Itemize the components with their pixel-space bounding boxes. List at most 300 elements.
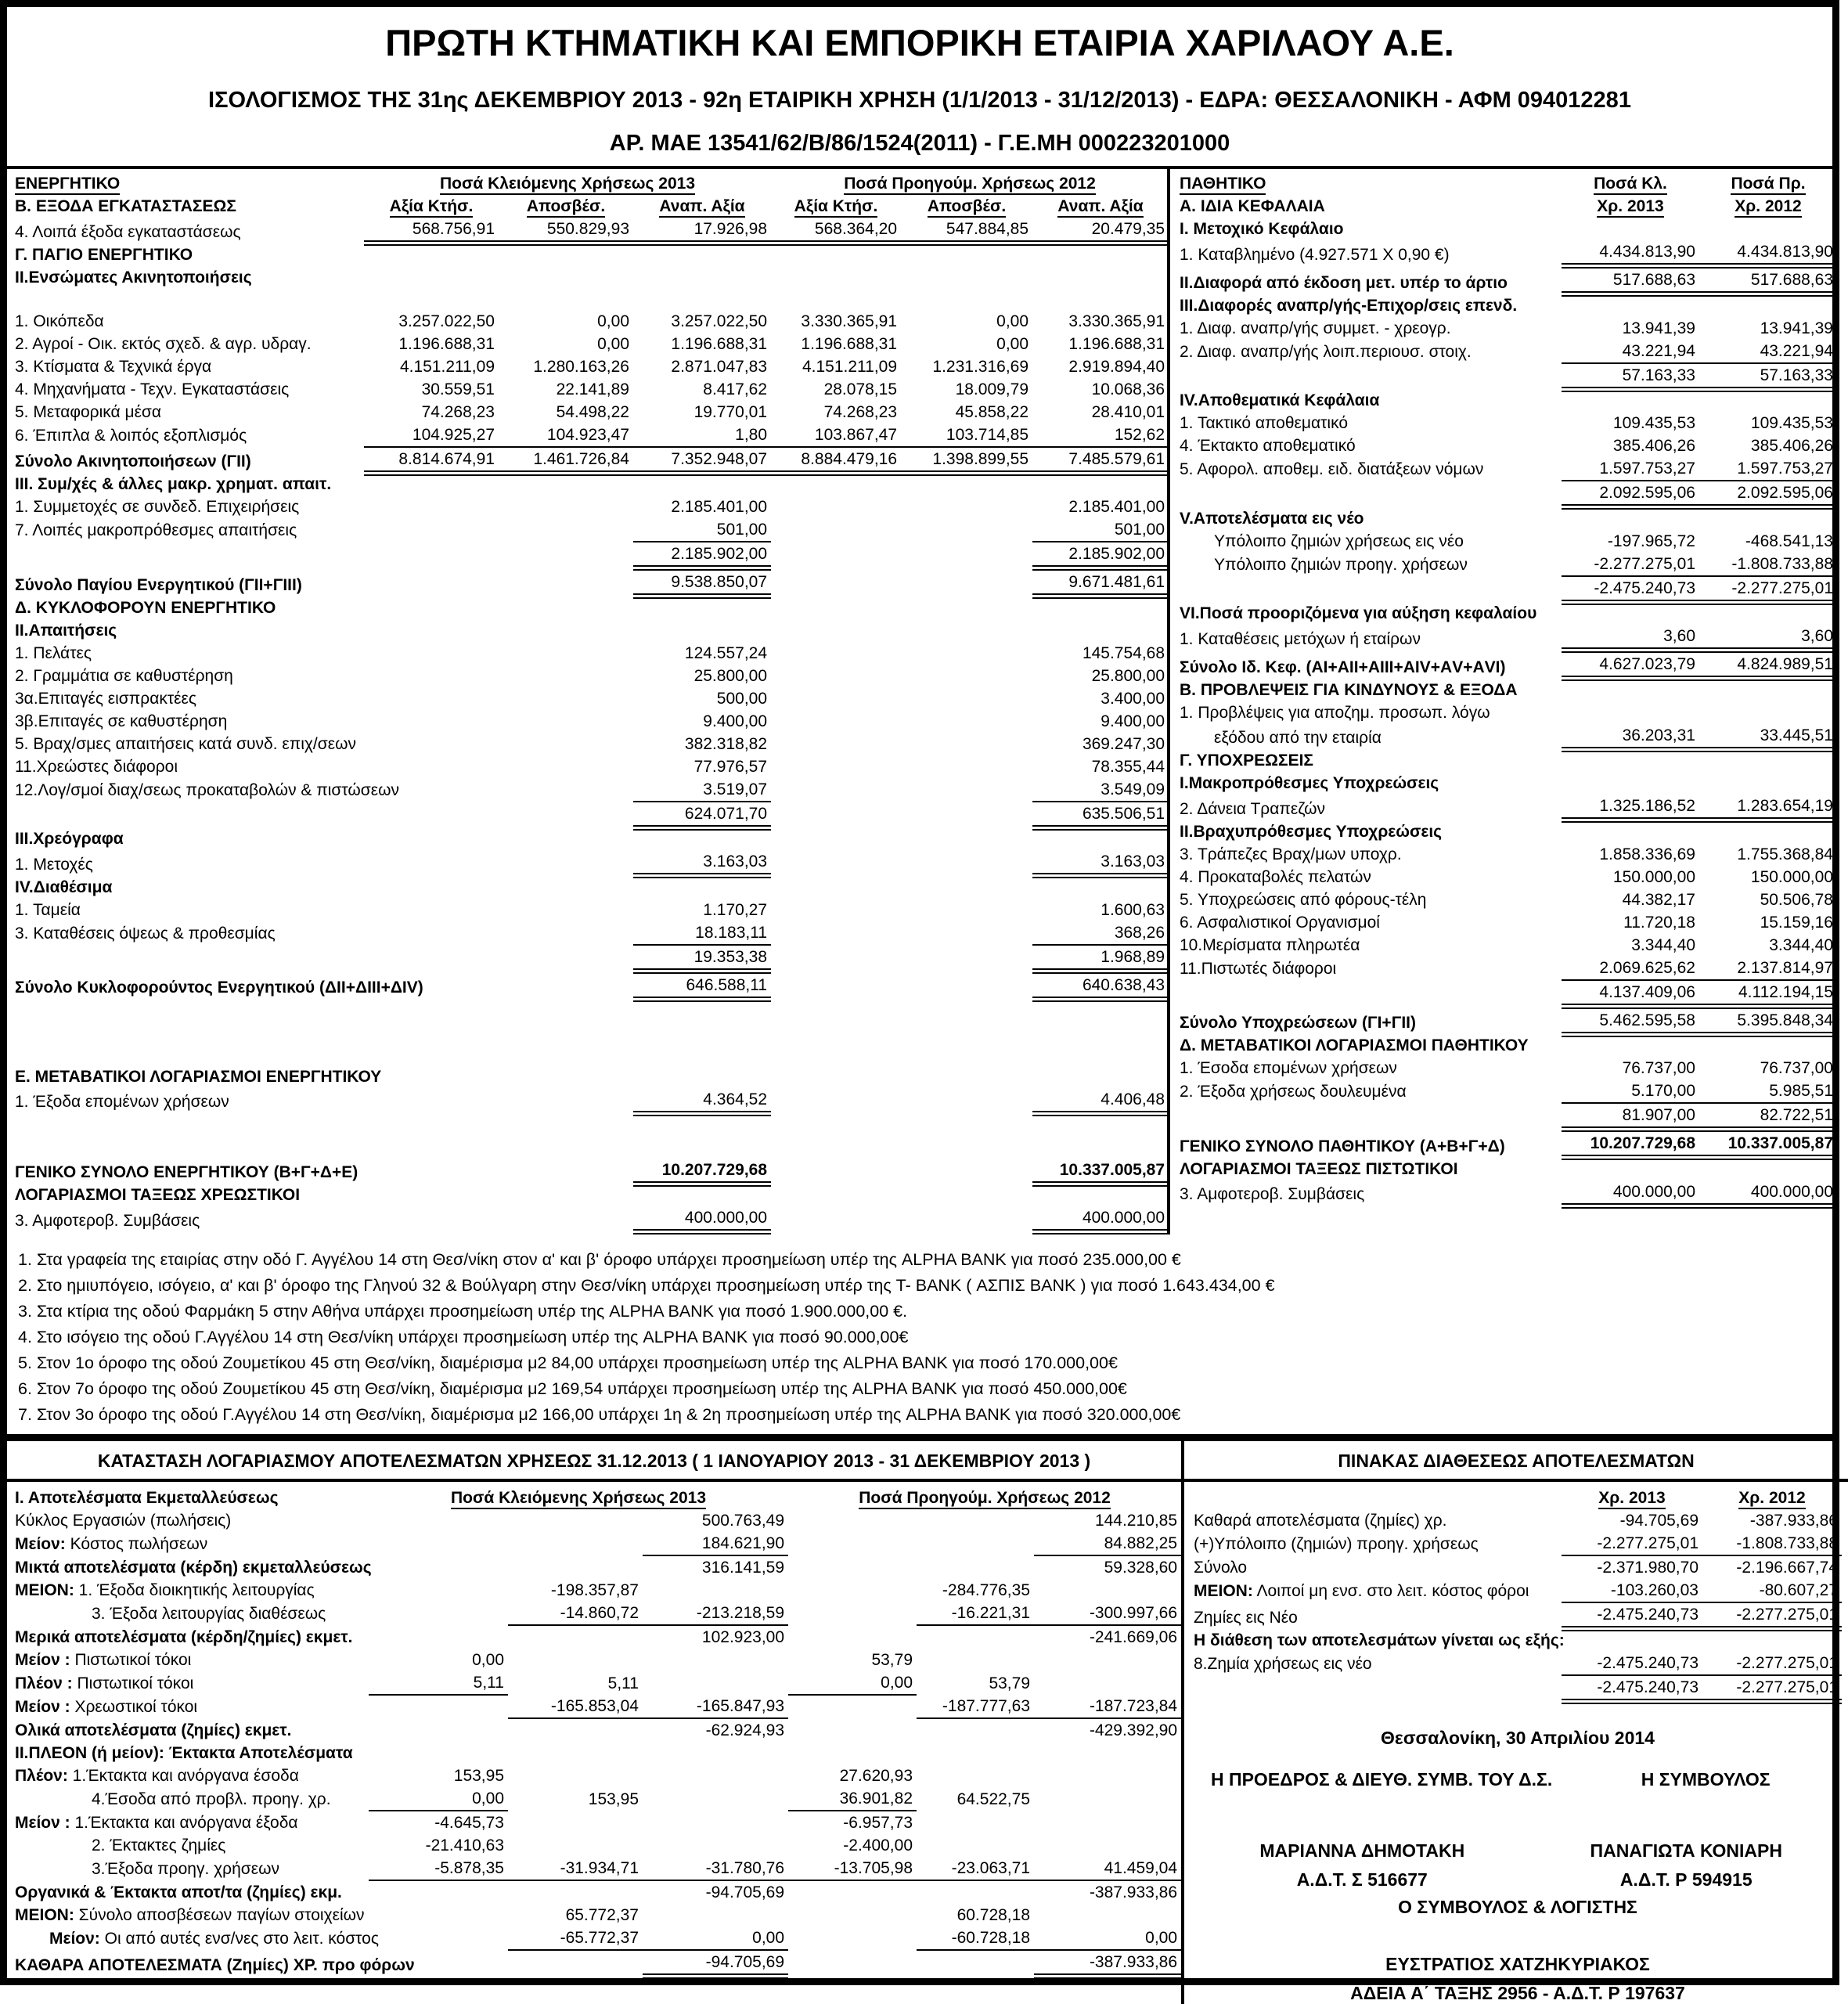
amount-cell [369,1555,508,1579]
amount-cell: 368,26 [1032,921,1169,945]
amount-cell: 3.257.022,50 [671,312,768,330]
spacer-cell [1194,1487,1562,1509]
amount-cell: -2.277.275,01 [1702,1602,1842,1629]
amount-cell [499,945,633,971]
amount-cell [917,1811,1034,1834]
amount-cell: -387.933,86 [1089,1883,1178,1901]
table-row [1180,1057,1837,1079]
amount-cell [1032,827,1169,850]
amount-cell [364,921,499,945]
table-row [1180,701,1837,724]
amount-cell [771,1088,901,1114]
amount-cell: 84.882,25 [1034,1532,1181,1555]
amount-cell: -94.705,69 [643,1950,788,1977]
amount-cell [499,1088,633,1114]
amount-cell [1562,772,1699,795]
row-label [1180,1103,1562,1130]
table-row [1180,724,1837,750]
row-label: Καθαρά αποτελέσματα (ζημίες) χρ. [1194,1512,1447,1530]
amount-cell: -65.772,37 [508,1927,643,1950]
row-label-prefix: Μείον : [15,1698,70,1716]
amount-cell: 1.398.899,55 [901,447,1032,474]
amount-cell [364,266,499,289]
table-row [1180,457,1837,481]
amount-cell [917,1509,1034,1532]
table-row [15,1625,1181,1649]
row-label [15,802,364,828]
col-header: Αξία Κτήσ. [771,195,901,218]
table-row [1180,772,1837,795]
spacer-row [15,999,1169,1023]
amount-cell [364,876,499,899]
amount-cell: -2.371.980,70 [1597,1559,1699,1577]
row-label: 11.Πιστωτές διάφοροι [1180,959,1337,978]
amount-cell [917,1742,1034,1764]
amount-cell [1032,266,1169,289]
amount-cell [771,597,901,619]
amount-cell: 10.207.729,68 [633,1159,771,1184]
amount-cell [1034,1904,1181,1927]
amount-cell [364,1159,499,1184]
amount-cell [771,665,901,687]
amount-cell: 1.196.688,31 [1068,334,1165,353]
amount-cell [1699,507,1837,530]
amount-cell [901,619,1032,642]
amount-cell [369,1904,508,1927]
amount-cell: 635.506,51 [1032,802,1169,828]
row-label: 1. Έξοδα επομένων χρήσεων [15,1093,229,1111]
amount-cell: -2.277.275,01 [1699,576,1837,603]
amount-cell: 9.538.850,07 [633,568,771,597]
row-label: 5. Μεταφορικά μέσα [15,402,162,421]
amount-cell [1702,1629,1842,1652]
amount-cell [643,1671,788,1695]
col-header: Χρ. 2013 [1562,195,1699,218]
row-label: V.Αποτελέσματα εις νέο [1180,509,1364,528]
amount-cell: 5.170,00 [1562,1079,1699,1103]
table-row [15,945,1169,971]
row-label [1194,1675,1562,1702]
liabilities-section-a-label: Α. ΙΔΙΑ ΚΕΦΑΛΑΙΑ [1180,197,1325,215]
amount-cell [771,473,901,496]
amount-cell: -94.705,69 [1619,1512,1699,1530]
table-row [15,850,1169,876]
amount-cell: 27.620,93 [839,1767,913,1785]
amount-cell [364,733,499,755]
amount-cell: -165.847,93 [643,1695,788,1718]
amount-cell [369,1625,508,1649]
amount-cell: 385.406,26 [1750,437,1833,455]
amount-cell [508,1555,643,1579]
amount-cell [499,802,633,828]
amount-cell: -2.475.240,73 [1562,1675,1702,1702]
amount-cell: 5.462.595,58 [1562,1006,1699,1034]
amount-cell [508,1764,643,1787]
amount-cell [1032,1065,1169,1088]
amount-cell: -14.860,72 [508,1602,643,1625]
amount-cell [771,1065,901,1088]
amount-cell [499,899,633,921]
amount-cell [901,1065,1032,1088]
amount-cell: 1.325.186,52 [1562,795,1699,820]
row-label: 3. Έξοδα λειτουργίας διαθέσεως [92,1605,326,1623]
amount-cell: 568.364,20 [771,218,901,243]
amount-cell: 43.221,94 [1562,340,1699,363]
table-row [1180,795,1837,820]
table-row [1194,1602,1842,1629]
amount-cell: 109.435,53 [1612,414,1695,432]
row-label-prefix: Μείον : [15,1814,70,1832]
table-row [1180,1103,1837,1130]
advisor-id: Α.Δ.Τ. Ρ 594915 [1619,1869,1753,1890]
table-row [1180,553,1837,576]
row-label: ΙΙΙ.Χρεόγραφα [15,830,124,848]
amount-cell [1562,1034,1699,1057]
amount-cell: -6.957,73 [843,1814,913,1832]
amount-cell: 109.435,53 [1750,414,1833,432]
amount-cell: 36.901,82 [788,1787,917,1811]
row-label: ΜΕΙΟΝ: 1. Έξοδα διοικητικής λειτουργίας [15,1581,315,1599]
row-label: ΙΙ.Βραχυπρόθεσμες Υποχρεώσεις [1180,822,1443,841]
col-header: Χρ. 2013 [1562,1487,1702,1509]
amount-cell [369,1718,508,1742]
amount-cell [643,1649,788,1671]
row-label: 1. Συμμετοχές σε συνδεδ. Επιχειρήσεις [15,498,300,516]
bottom-section [7,1434,1838,2004]
amount-cell: 152,62 [1032,424,1169,447]
amount-cell [364,850,499,876]
income-section-label: Ι. Αποτελέσματα Εκμεταλλεύσεως [15,1489,279,1507]
amount-cell [1562,218,1699,240]
row-label: 2. Δάνεια Τραπεζών [1180,799,1325,818]
amount-cell: 500,00 [716,689,768,708]
row-label: 3β.Επιταγές σε καθυστέρηση [15,712,228,730]
amount-cell: 4.364,52 [633,1088,771,1114]
table-row [15,542,1169,568]
amount-cell [364,473,499,496]
table-row [15,218,1169,243]
balance-sheet-section [7,169,1832,1234]
table-row [1180,866,1837,888]
advisor-role: Η ΣΥΜΒΟΥΛΟΣ [1641,1768,1771,1790]
amount-cell: 400.000,00 [1562,1180,1699,1206]
amount-cell [633,243,771,266]
amount-cell [364,665,499,687]
amount-cell [901,568,1032,597]
amount-cell: 54.498,22 [556,402,629,421]
row-label: Μείον: Κόστος πωλήσεων [15,1535,208,1553]
amount-cell: 1.968,89 [1032,945,1169,971]
amount-cell [364,687,499,710]
row-label: Γ. ΥΠΟΧΡΕΩΣΕΙΣ [1180,752,1314,770]
table-row [15,473,1169,496]
amount-cell [771,850,901,876]
amount-cell: 41.459,04 [1034,1857,1181,1880]
amount-cell: 5.395.848,34 [1699,1006,1837,1034]
amount-cell: 33.445,51 [1699,724,1837,750]
table-row [15,401,1169,424]
amount-cell: 76.737,00 [1622,1059,1695,1077]
amount-cell [499,542,633,568]
amount-cell: 3.344,40 [1631,935,1695,954]
amount-cell [1032,597,1169,619]
amount-cell [508,1649,643,1671]
row-label: Σύνολο Υποχρεώσεων (ΓΙ+ΓΙΙ) [1180,1014,1416,1032]
note-line: 1. Στα γραφεία της εταιρίας στην οδό Γ. Αγγέλου 14 στη Θεσ/νίκη στον α' και β' όροφο υπάρχει προσημείωση υπέρ της ALPHA BANK για ποσό 235.000,00 € [18,1250,1181,1269]
amount-cell [1034,1834,1181,1857]
amount-cell [771,1159,901,1184]
table-row [1180,389,1837,412]
row-label [15,945,364,971]
table-row [1180,1034,1837,1057]
amount-cell [1699,294,1837,317]
row-label: Γ. ΠΑΓΙΟ ΕΝΕΡΓΗΤΙΚΟ [15,245,193,264]
amount-cell [901,945,1032,971]
amount-cell [369,1880,508,1904]
amount-cell [633,266,771,289]
amount-cell [369,1927,508,1950]
amount-cell [643,1811,788,1834]
amount-cell: 5,11 [607,1674,639,1692]
table-row [1180,340,1837,363]
row-label: 2. Γραμμάτια σε καθυστέρηση [15,666,233,685]
amount-cell: 2.185.401,00 [1068,498,1165,516]
row-label: Ι.Μακροπρόθεσμες Υποχρεώσεις [1180,774,1439,792]
amount-cell: 1.170,27 [703,900,768,919]
amount-cell: 0,00 [597,334,629,353]
spacer-row [15,1044,1169,1065]
row-label-prefix: ΜΕΙΟΝ: [15,1906,74,1924]
table-row [1180,294,1837,317]
row-label: Δ. ΜΕΤΑΒΑΤΙΚΟΙ ΛΟΓΑΡΙΑΣΜΟΙ ΠΑΘΗΤΙΚΟΥ [1180,1036,1529,1054]
row-label: 4.Έσοδα από προβλ. προηγ. χρ. [92,1790,331,1808]
amount-cell [771,921,901,945]
amount-cell: 18.009,79 [955,380,1029,398]
amount-cell: 19.770,01 [693,402,768,421]
amount-cell [1034,1787,1181,1811]
table-row [1180,240,1837,266]
amount-cell [901,665,1032,687]
liabilities-table [1180,172,1837,1209]
table-row [15,266,1169,289]
amount-cell [901,243,1032,266]
amount-cell: 568.756,91 [364,218,499,243]
amount-cell [771,642,901,665]
amount-cell [364,1088,499,1114]
amount-cell: -2.475.240,73 [1562,1602,1702,1629]
amount-cell [364,542,499,568]
amount-cell [901,1088,1032,1114]
amount-cell [499,266,633,289]
amount-cell: 144.210,85 [1094,1512,1178,1530]
amount-cell [901,850,1032,876]
note-line: 6. Στον 7ο όροφο της οδού Ζουμετίκου 45 στη Θεσ/νίκη, διαμέρισμα μ2 169,54 υπάρχει προσημείωση υπέρ της ALPHA BANK για ποσό 450.000,00€ [18,1379,1127,1398]
row-label: 1. Οικόπεδα [15,312,104,330]
table-row [1194,1509,1842,1532]
amount-cell: 4.406,48 [1032,1088,1169,1114]
table-row [15,518,1169,542]
spacer-cell [15,999,1169,1023]
amount-cell: 43.221,94 [1699,340,1837,363]
amount-cell [901,710,1032,733]
table-row [15,1834,1181,1857]
amount-cell: 1.283.654,19 [1699,795,1837,820]
income-statement-title: ΚΑΤΑΣΤΑΣΗ ΛΟΓΑΡΙΑΣΜΟΥ ΑΠΟΤΕΛΕΣΜΑΤΩΝ ΧΡΗΣΕΩΣ 31.12.2013 ( 1 ΙΑΝΟΥΑΡΙΟΥ 2013 - 31 ΔΕΚΕΜΒΡΙΟΥ 2013 ) [7,1441,1181,1482]
amount-cell [633,473,771,496]
amount-cell: -2.475.240,73 [1562,576,1699,603]
col-header: Αναπ. Αξία [633,195,771,218]
amount-cell [499,850,633,876]
amount-cell [1562,389,1699,412]
row-label: ΙΙ.Ενσώματες Ακινητοποιήσεις [15,268,252,287]
amount-cell: 3.163,03 [633,850,771,876]
amount-cell: -198.357,87 [550,1581,639,1599]
row-label: Η διάθεση των αποτελεσμάτων γίνεται ως εξής: [1194,1631,1565,1649]
amount-cell: 4.434.813,90 [1699,240,1837,266]
amount-cell: -5.878,35 [369,1857,508,1880]
amount-cell [901,687,1032,710]
table-row [15,424,1169,447]
row-label: Υπόλοιπο ζημιών χρήσεως εις νέο [1214,532,1464,550]
row-label: 3.Έξοδα προηγ. χρήσεων [92,1860,279,1878]
amount-cell [643,1742,788,1764]
income-colgroup-2013: Ποσά Κλειόμενης Χρήσεως 2013 [369,1487,788,1509]
amount-cell: -31.934,71 [508,1857,643,1880]
amount-cell: 550.829,93 [499,218,633,243]
amount-cell: 153,95 [588,1790,639,1808]
amount-cell [771,1184,901,1206]
amount-cell [901,1159,1032,1184]
row-label: 4. Μηχανήματα - Τεχν. Εγκαταστάσεις [15,380,290,398]
table-row [15,333,1169,355]
amount-cell [364,802,499,828]
amount-cell: -31.780,76 [643,1857,788,1880]
table-row [15,1671,1181,1695]
row-label [1180,481,1562,507]
amount-cell [901,876,1032,899]
amount-cell: 18.183,11 [633,921,771,945]
amount-cell [508,1834,643,1857]
amount-cell: -241.669,06 [1089,1628,1178,1646]
amount-cell: 10.337.005,87 [1032,1159,1169,1184]
amount-cell: 150.000,00 [1612,867,1695,886]
amount-cell [499,687,633,710]
table-row [1180,957,1837,980]
amount-cell [1562,602,1699,625]
row-label: 2. Έξοδα χρήσεως δουλευμένα [1180,1083,1407,1101]
table-row [1180,434,1837,457]
amount-cell [1699,389,1837,412]
amount-cell: 1.461.726,84 [499,447,633,474]
amount-cell: -103.260,03 [1562,1579,1702,1602]
amount-cell: -16.221,31 [917,1602,1034,1625]
amount-cell [901,496,1032,518]
amount-cell [364,642,499,665]
amount-cell [643,1787,788,1811]
amount-cell: 57.163,33 [1562,363,1699,390]
amount-cell: 9.671.481,61 [1032,568,1169,597]
amount-cell: 153,95 [453,1767,504,1785]
row-label: εξόδου από την εταιρία [1214,729,1381,747]
amount-cell [1034,1671,1181,1695]
amount-cell: 1.231.316,69 [932,357,1029,376]
row-label: 1. Προβλέψεις για αποζημ. προσωπ. λόγω [1180,703,1490,722]
amount-cell: 102.923,00 [701,1628,785,1646]
amount-cell: 3.549,09 [1032,778,1169,802]
note-line: 3. Στα κτίρια της οδού Φαρμάκη 5 στην Αθήνα υπάρχει προσημείωση υπέρ της ALPHA BANK για ποσό 1.900.000,00 €. [18,1302,908,1321]
amount-cell: 20.479,35 [1032,218,1169,243]
amount-cell [1034,1811,1181,1834]
amount-cell: 517.688,63 [1699,266,1837,294]
amount-cell [633,619,771,642]
table-row [15,1880,1181,1904]
amount-cell [499,827,633,850]
amount-cell: 1.196.688,31 [801,334,898,353]
distribution-header-row [1194,1487,1842,1509]
amount-cell: 50.506,78 [1760,890,1833,909]
amount-cell [901,642,1032,665]
registry-line: ΑΡ. ΜΑΕ 13541/62/Β/86/1524(2011) - Γ.Ε.ΜΗ 000223201000 [609,131,1230,156]
amount-cell: 2.185.902,00 [633,542,771,568]
amount-cell [499,642,633,665]
table-row [15,755,1169,778]
table-row [15,1206,1169,1232]
amount-cell: -2.475.240,73 [1562,1652,1702,1675]
col-header: Ποσά Πρ. [1699,172,1837,195]
table-row [1180,481,1837,507]
amount-cell [364,243,499,266]
amount-cell: 15.159,16 [1760,913,1833,932]
amount-cell: -2.196.667,74 [1736,1559,1838,1577]
table-row [15,1787,1181,1811]
amount-cell: 8.814.674,91 [364,447,499,474]
table-row [15,1764,1181,1787]
amount-cell: 2.137.814,97 [1699,957,1837,980]
table-row [1180,1006,1837,1034]
row-label: 3α.Επιταγές εισπρακτέες [15,689,196,708]
table-row [15,1602,1181,1625]
col-header: Ποσά Κλ. [1562,172,1699,195]
amount-cell [771,876,901,899]
amount-cell: 104.923,47 [499,424,633,447]
row-label: 2. Διαφ. αναπρ/γής λοιπ.περιουσ. στοιχ. [1180,342,1472,361]
amount-cell [917,1649,1034,1671]
amount-cell [901,1206,1032,1232]
table-row [1194,1579,1842,1602]
amount-cell [771,568,901,597]
amount-cell [369,1742,508,1764]
table-row [15,447,1169,474]
table-row [1194,1675,1842,1702]
amount-cell: 1.196.688,31 [671,334,768,353]
table-row [1180,266,1837,294]
row-label-prefix: Μείον: [15,1535,66,1553]
amount-cell [901,755,1032,778]
liabilities-title: ΠΑΘΗΤΙΚΟ [1180,172,1562,195]
amount-cell [369,1509,508,1532]
row-label: ΜΕΙΟΝ: Λοιποί μη ενσ. στο λειτ. κόστος φόροι [1194,1582,1529,1600]
amount-cell: 4.151.211,09 [802,357,898,376]
amount-cell [901,542,1032,568]
amount-cell: 2.185.902,00 [1032,542,1169,568]
amount-cell [364,899,499,921]
row-label: Σύνολο Ιδ. Κεφ. (ΑΙ+ΑΙΙ+ΑΙΙΙ+ΑΙV+ΑV+ΑVΙ) [1180,658,1506,676]
amount-cell [1034,1579,1181,1602]
amount-cell: 400.000,00 [1699,1180,1837,1206]
amount-cell [771,778,901,802]
amount-cell: -2.277.275,01 [1562,1532,1702,1555]
document-header [7,7,1832,169]
